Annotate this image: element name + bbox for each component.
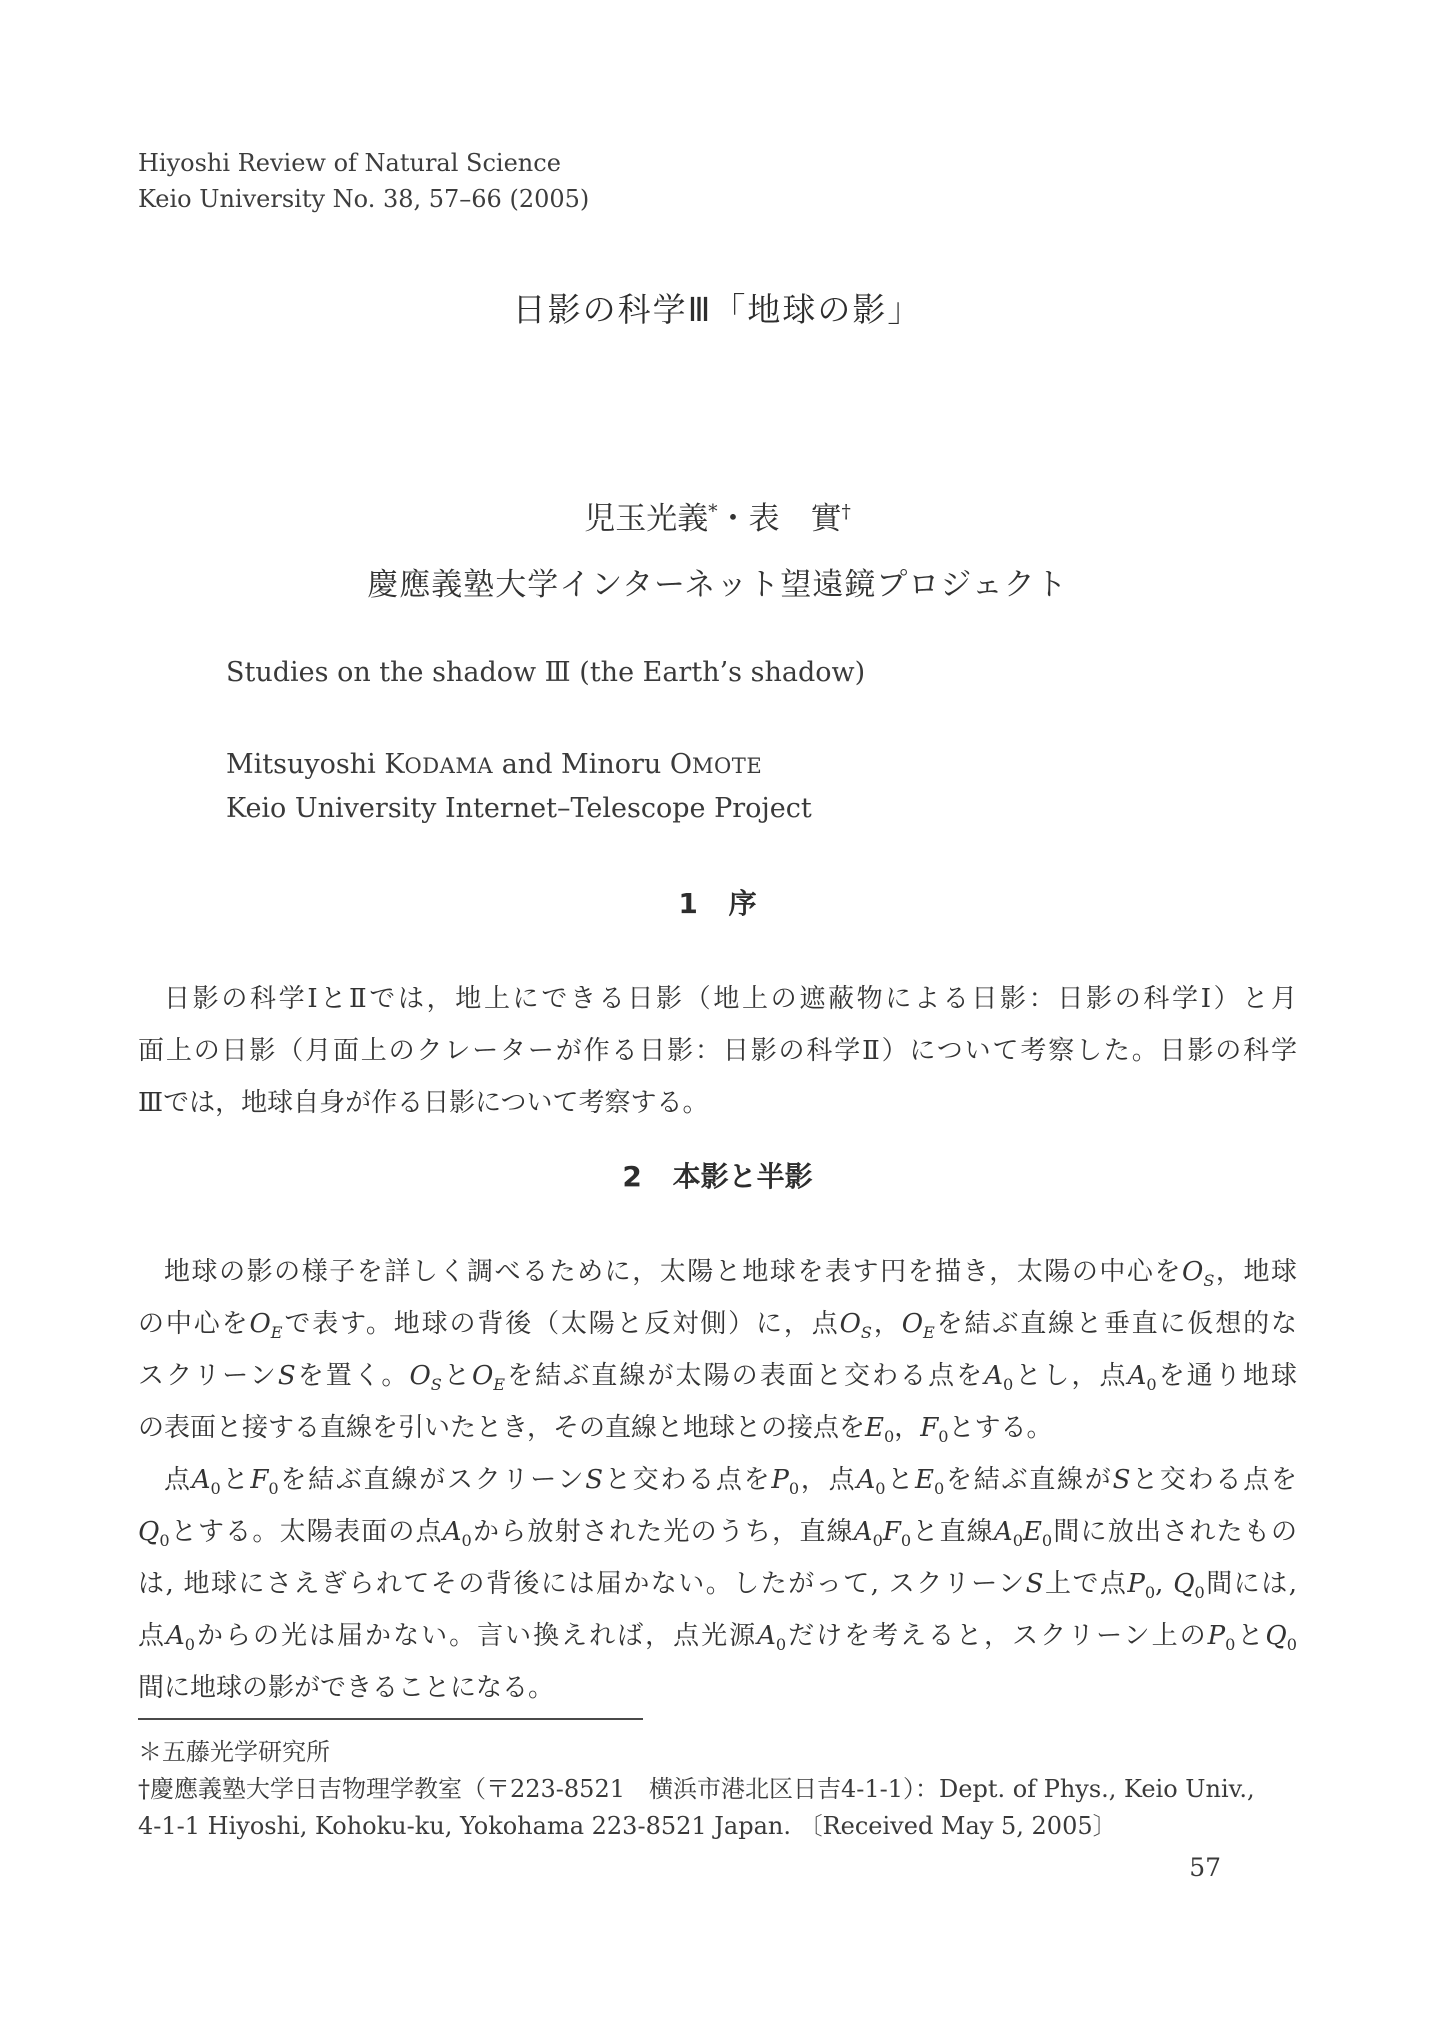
author-mark-dagger: † [841,501,851,523]
paragraph-2 [138,1246,1297,1454]
footnotes [138,1734,1297,1845]
affiliation-ja: 慶應義塾大学インターネット望遠鏡プロジェクト [367,567,1068,603]
section-1-title: 序 [728,887,757,920]
authors-ja [138,498,1297,540]
author-mark-asterisk: * [708,501,718,523]
paragraph-3 [138,1454,1297,1714]
english-title: Studies on the shadow Ⅲ (the Earth’s shadow) [226,657,866,688]
english-author-2-smallcaps: MOTE [692,753,763,778]
text-line: 地球の影の様子を詳しく調べるために，太陽と地球を表す円を描き，太陽の中心を$O_S$，地球 [164,1257,1297,1291]
footnote-received-date: 4-1-1 Hiyoshi, Kohoku-ku, Yokohama 223-8521 Japan. 〔Received May 5, 2005〕 [138,1812,1117,1840]
section-1-number: 1 [678,887,698,920]
text-line: 間に地球の影ができることになる。 [138,1673,555,1703]
journal-issue: Keio University No. 38, 57–66 (2005) [138,185,590,213]
section-heading-1 [138,884,1297,924]
author-name-2: 表 實 [748,501,842,537]
english-author-1: Mitsuyoshi K [226,749,405,780]
section-2-number: 2 [622,1160,642,1193]
text-line: の中心を$O_E$で表す。地球の背後（太陽と反対側）に，点$O_S$，$O_E$を結ぶ直線と垂直に仮想的な [138,1309,1297,1343]
text-line: スクリーンSを置く。$O_S$と$O_E$を結ぶ直線が太陽の表面と交わる点を$A_0$とし，点$A_0$を通り地球 [138,1361,1297,1395]
text-line: は, 地球にさえぎられてその背後には届かない。したがって, スクリーンS上で点$P_0$, $Q_0$間には, [138,1569,1297,1603]
footnote-affiliation-asterisk: ＊五藤光学研究所 [138,1738,330,1766]
text-line: 点$A_0$からの光は届かない。言い換えれば，点光源$A_0$だけを考えると，スクリーン上の$P_0$と$Q_0$ [138,1621,1297,1655]
author-separator: ・ [717,501,749,537]
english-block [138,655,1297,827]
journal-name: Hiyoshi Review of Natural Science [138,149,561,177]
text-line: Ⅲでは，地球自身が作る日影について考察する。 [138,1088,709,1118]
author-name-1: 児玉光義 [584,501,709,537]
journal-header [138,0,1297,217]
text-line: $Q_0$とする。太陽表面の点$A_0$から放射された光のうち，直線$A_0F_0$と直線$A_0E_0$間に放出されたもの [138,1517,1297,1551]
footnote-affiliation-dagger: †慶應義塾大学日吉物理学教室（〒223-8521 横浜市港北区日吉4-1-1）：Dept. of Phys., Keio Univ., [138,1775,1255,1803]
paper-title-ja: 日影の科学Ⅲ「地球の影」 [512,290,923,329]
english-author-1-smallcaps: ODAMA [404,753,494,778]
english-affiliation: Keio University Internet–Telescope Project [226,793,812,824]
text-line: の表面と接する直線を引いたとき，その直線と地球との接点を$E_0$，$F_0$とする。 [138,1413,1053,1447]
text-line: 点$A_0$と$F_0$を結ぶ直線がスクリーンSと交わる点を$P_0$，点$A_0$と$E_0$を結ぶ直線がSと交わる点を [164,1465,1297,1499]
english-authors [138,747,1297,784]
page-number: 57 [1189,1853,1221,1882]
section-heading-2 [138,1157,1297,1197]
text-line: 面上の日影（月面上のクレーターが作る日影：日影の科学Ⅱ）について考察した。日影の科学 [138,1036,1297,1066]
footnote-rule [138,1718,643,1720]
text-line: 日影の科学ⅠとⅡでは，地上にできる日影（地上の遮蔽物による日影：日影の科学Ⅰ）と月 [164,984,1297,1014]
section-2-title: 本影と半影 [672,1160,813,1193]
paragraph-1 [138,973,1297,1129]
english-author-connector: and Minoru O [493,749,692,780]
